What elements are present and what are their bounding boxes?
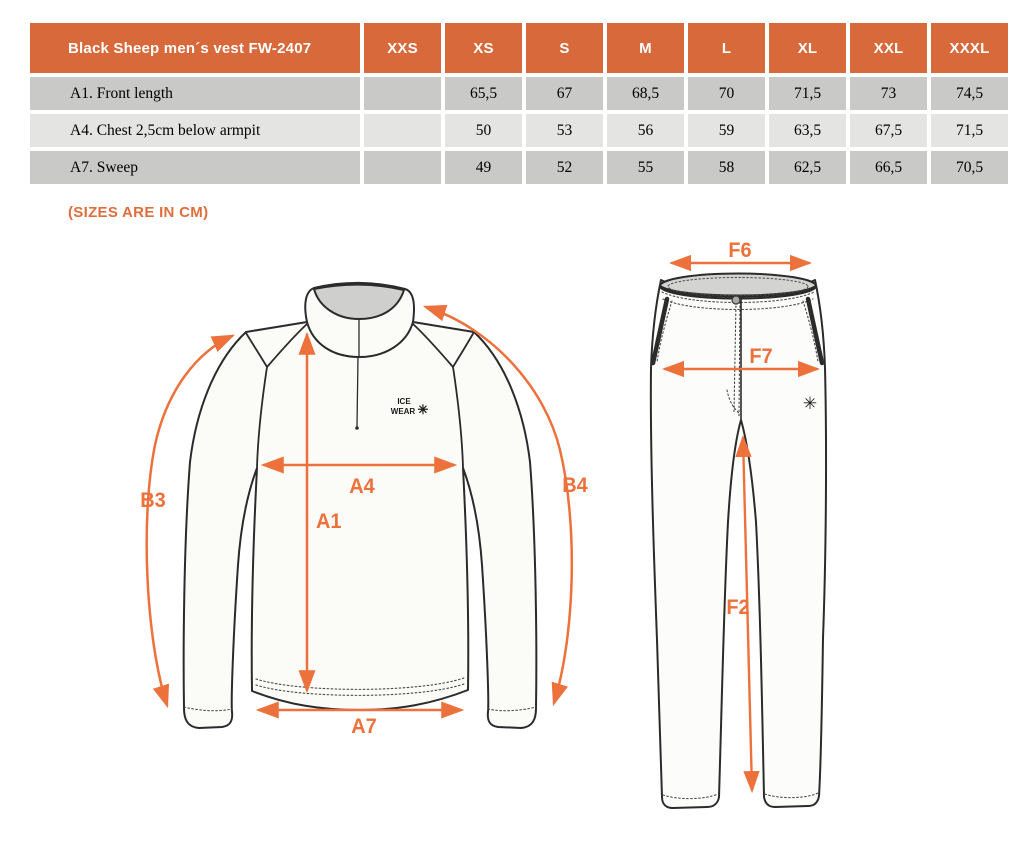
size-col-header-xxxl: XXXL [931,23,1008,73]
size-value: 50 [445,114,522,147]
size-value: 59 [688,114,765,147]
size-value: 58 [688,151,765,184]
snowflake-icon: ✳ [417,402,429,417]
size-value: 70 [688,77,765,110]
size-col-header-m: M [607,23,684,73]
measure-label-f6: F6 [728,239,752,262]
measure-label-a4: A4 [349,475,375,498]
size-value: 63,5 [769,114,846,147]
measure-label-a1: A1 [315,510,342,533]
size-col-header-xxs: XXS [364,23,441,73]
snowflake-icon: ✳ [802,394,818,413]
size-value: 65,5 [445,77,522,110]
logo-text-ice: ICE [397,397,411,406]
size-value: 73 [850,77,927,110]
table-title: Black Sheep men´s vest FW-2407 [30,23,360,73]
measure-label-b4: B4 [562,474,588,497]
size-col-header-s: S [526,23,603,73]
size-value: 67 [526,77,603,110]
size-col-header-xxl: XXL [850,23,927,73]
size-value: 53 [526,114,603,147]
pants-silhouette [651,280,826,808]
size-value: 56 [607,114,684,147]
measure-label-b3: B3 [140,489,166,512]
size-value: 74,5 [931,77,1008,110]
size-value: 62,5 [769,151,846,184]
measure-label-a7: A7 [351,715,377,738]
vest-silhouette [184,283,537,728]
size-value: 66,5 [850,151,927,184]
units-note: (SIZES ARE IN CM) [68,204,209,221]
size-value: 55 [607,151,684,184]
pants-drawing [651,263,826,808]
size-value: 67,5 [850,114,927,147]
vest-drawing [147,283,572,728]
measure-label-f2: F2 [726,596,750,619]
button [732,296,740,304]
size-value: 49 [445,151,522,184]
size-col-header-l: L [688,23,765,73]
measure-label-f7: F7 [749,345,773,368]
logo-text-wear: WEAR [390,407,416,416]
row-label: A7. Sweep [30,151,360,184]
size-value: 71,5 [769,77,846,110]
size-value: 71,5 [931,114,1008,147]
row-label: A1. Front length [30,77,360,110]
row-label: A4. Chest 2,5cm below armpit [30,114,360,147]
size-col-header-xl: XL [769,23,846,73]
size-value: 70,5 [931,151,1008,184]
size-value: 68,5 [607,77,684,110]
size-col-header-xs: XS [445,23,522,73]
size-value: 52 [526,151,603,184]
